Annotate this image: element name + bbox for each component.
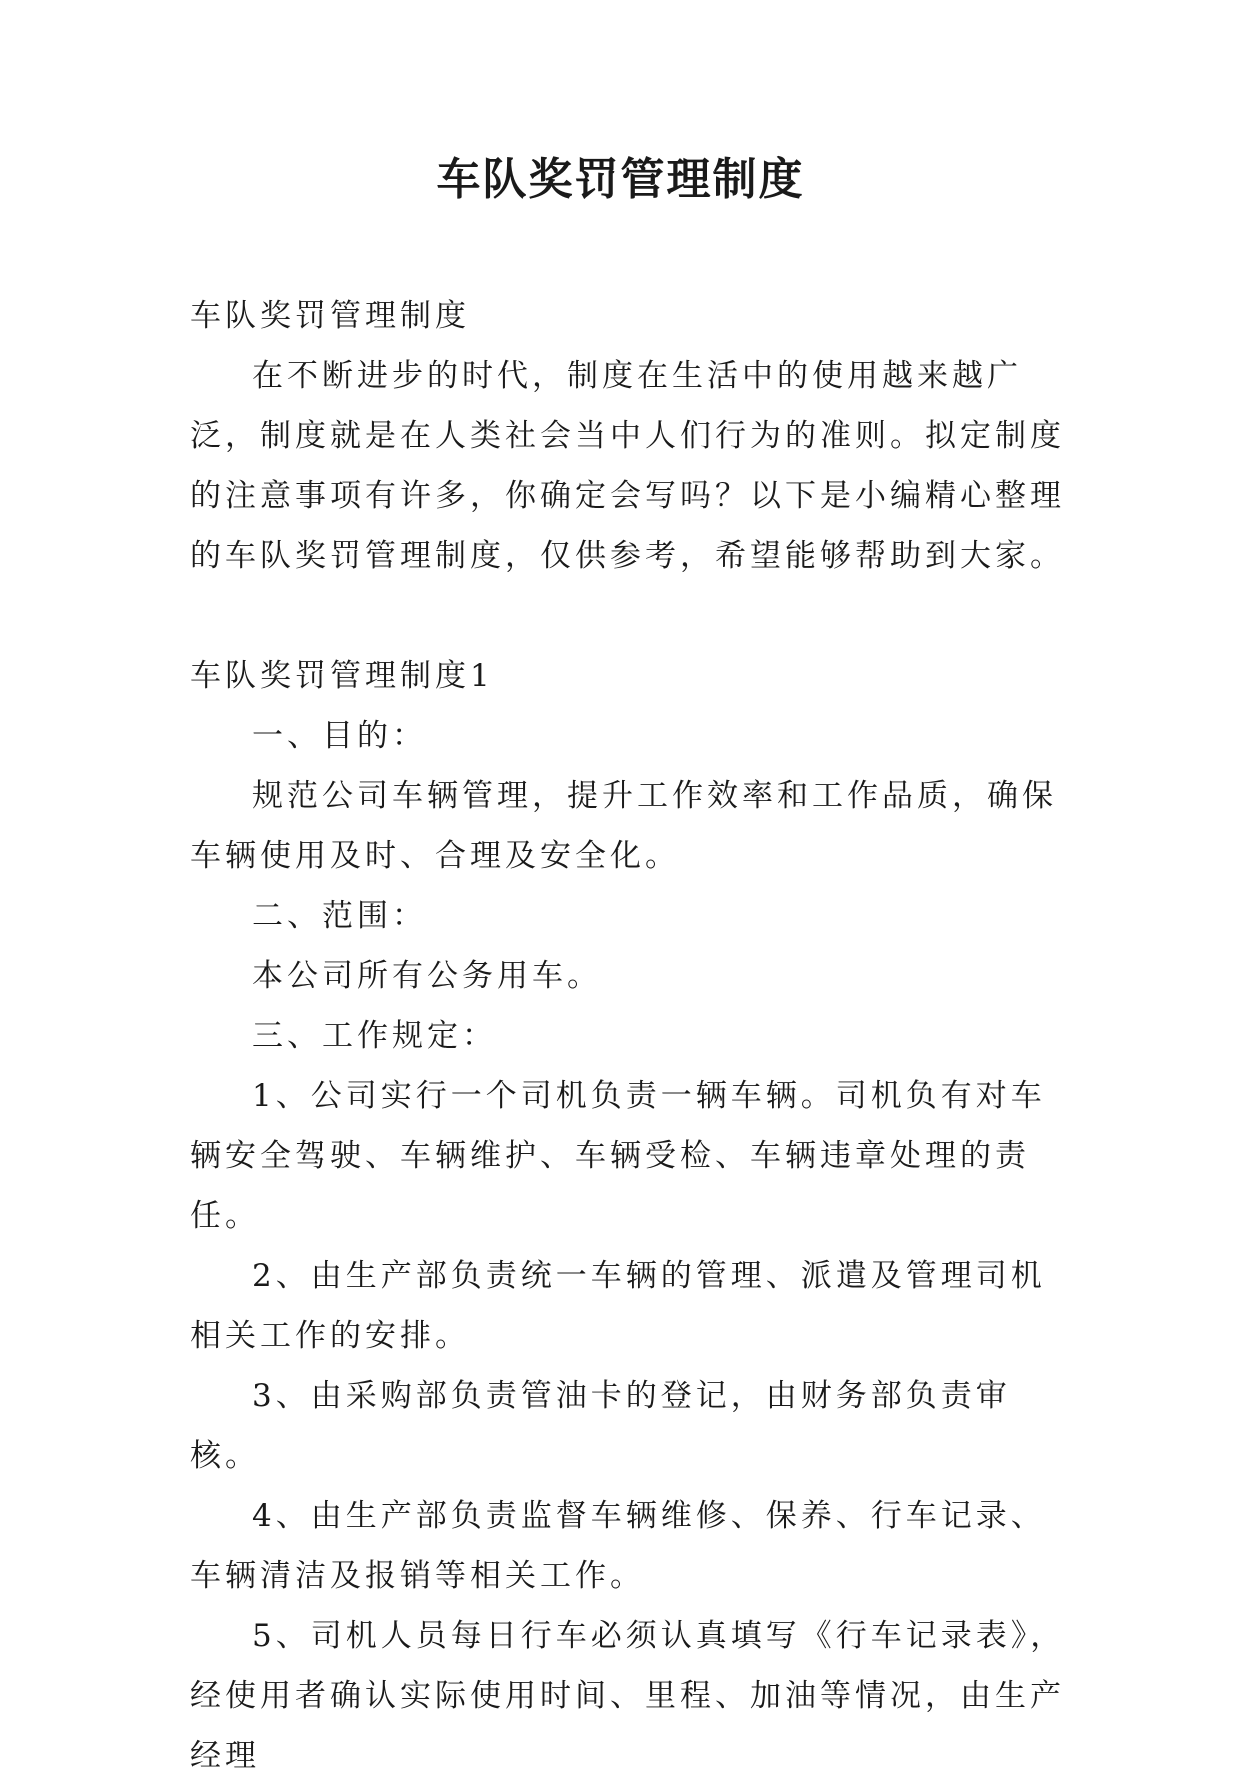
document-title: 车队奖罚管理制度	[436, 154, 805, 205]
paragraph-gap	[190, 586, 1080, 646]
paragraph: 车队奖罚管理制度	[190, 298, 470, 334]
section-heading: 车队奖罚管理制度1	[190, 658, 494, 694]
paragraph: 5、司机人员每日行车必须认真填写《行车记录表》，经使用者确认实际使用时间、里程、加油等情况，由生产经理	[190, 1618, 1066, 1774]
paragraph: 2、由生产部负责统一车辆的管理、派遣及管理司机相关工作的安排。	[190, 1258, 1046, 1354]
paragraph: 三、工作规定：	[252, 1018, 497, 1054]
paragraph: 3、由采购部负责管油卡的登记，由财务部负责审核。	[190, 1378, 1011, 1474]
paragraph: 在不断进步的时代，制度在生活中的使用越来越广泛，制度就是在人类社会当中人们行为的准则。拟定制度的注意事项有许多，你确定会写吗？以下是小编精心整理的车队奖罚管理制度，仅供参考，希望能够帮助到大家。	[190, 358, 1065, 574]
paragraph: 本公司所有公务用车。	[252, 958, 602, 994]
paragraph: 4、由生产部负责监督车辆维修、保养、行车记录、车辆清洁及报销等相关工作。	[190, 1498, 1046, 1594]
document-body	[190, 286, 1080, 1786]
paragraph: 规范公司车辆管理，提升工作效率和工作品质，确保车辆使用及时、合理及安全化。	[190, 778, 1057, 874]
paragraph: 二、范围：	[252, 898, 427, 934]
paragraph: 一、目的：	[252, 718, 427, 754]
paragraph: 1、公司实行一个司机负责一辆车辆。司机负有对车辆安全驾驶、车辆维护、车辆受检、车辆违章处理的责任。	[190, 1078, 1046, 1234]
